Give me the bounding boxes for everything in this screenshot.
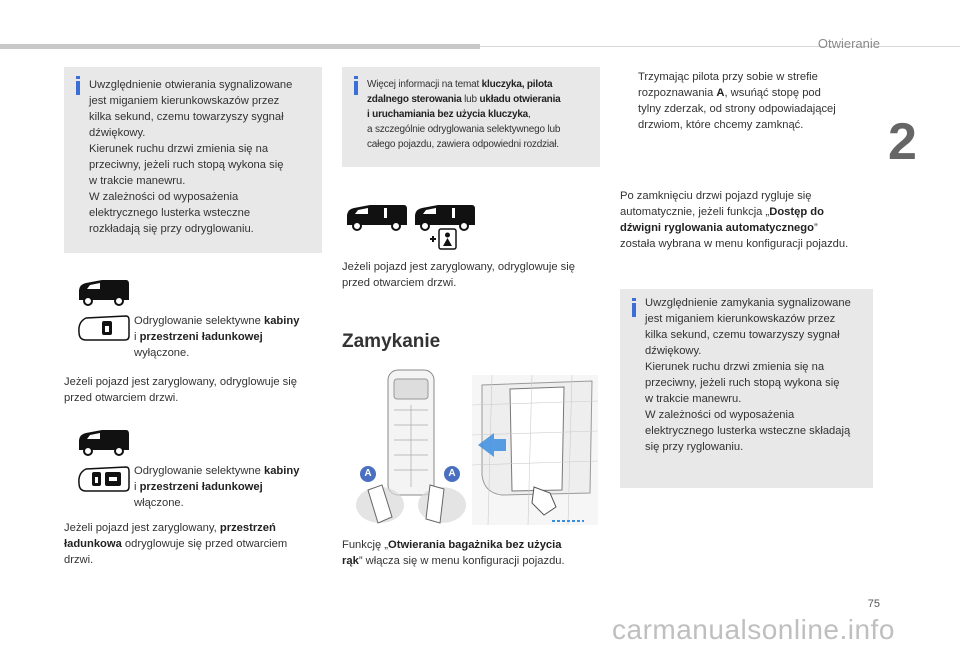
paragraph: Jeżeli pojazd jest zaryglowany, odryglowuje się przed otwarciem drzwi. [64,376,297,404]
paragraph: Jeżeli pojazd jest zaryglowany, przestrzeń ładunkowa odryglowuje się przed otwarciem drzwi. [64,522,288,566]
sensor-marker-left: A [360,466,376,482]
hands-free-icon [428,228,458,250]
selective-unlock-on: Odryglowanie selektywne kabiny i przestrzeni ładunkowej włączone. [134,465,300,509]
info-note-text: Więcej informacji na temat kluczyka, pilota zdalnego sterowania lub układu otwierania i uruchamiania bez użycia kluczyka, a szczególnie odryglowania selektywnego lub całego pojazdu, zawiera odpowiedni rozdział. [367,79,561,150]
info-note-more [342,67,600,167]
vehicle-top-view-illustration [350,365,470,535]
paragraph: Po zamknięciu drzwi pojazd rygluje się automatycznie, jeżeli funkcja „Dostęp do dźwigni ryglowania automatycznego” została wybrana w menu konfiguracji pojazdu. [620,190,849,250]
key-fob-icon [76,312,130,342]
info-note-text: Uwzględnienie otwierania sygnalizowane jest miganiem kierunkowskazów przez kilka sekund, czemu towarzyszy sygnał dźwiękowy. Kierunek ruchu drzwi zmienia się na przeciwny, jeżeli ruch stopą wykona się w trakcie manewru. W zależności od wyposażenia elektrycznego lusterka wsteczne rozkładają się przy odryglowaniu. [89,79,293,235]
info-note-closing [620,289,873,488]
van-icon [76,278,130,306]
header-bar [0,44,480,49]
chapter-number: 2 [888,113,917,171]
paragraph: Jeżeli pojazd jest zaryglowany, odryglowuje się przed otwarciem drzwi. [342,261,575,289]
info-note-text: Uwzględnienie zamykania sygnalizowane jest miganiem kierunkowskazów przez kilka sekund, czemu towarzyszy sygnał dźwiękowy. Kierunek ruchu drzwi zmienia się na przeciwny, jeżeli ruch stopą wykona się w trakcie manewru. W zależności od wyposażenia elektrycznego lusterka wsteczne składają się przy ryglowaniu. [645,297,851,453]
van-icon [344,202,408,232]
sliding-door-illustration [472,375,598,530]
info-note-opening [64,67,322,253]
info-icon [76,81,80,95]
sensor-marker-right: A [444,466,460,482]
section-heading-closing: Zamykanie [342,331,441,352]
paragraph: Funkcję „Otwierania bagażnika bez użycia rąk” włącza się w menu konfiguracji pojazdu. [342,539,565,567]
info-icon [354,81,358,95]
key-fob-icon [76,463,130,493]
chapter-title: Otwieranie [817,36,880,51]
info-icon [632,303,636,317]
selective-unlock-off: Odryglowanie selektywne kabiny i przestrzeni ładunkowej wyłączone. [134,315,300,359]
watermark: carmanualsonline.info [612,614,895,645]
header-rule [480,46,960,47]
page-number: 75 [867,598,880,610]
bullet-instruction: Trzymając pilota przy sobie w strefie rozpoznawania A, wsuńąć stopę pod tylny zderzak, od strony odpowiadającej drzwiom, które chcemy zamknąć. [638,71,836,131]
van-icon [76,428,130,456]
